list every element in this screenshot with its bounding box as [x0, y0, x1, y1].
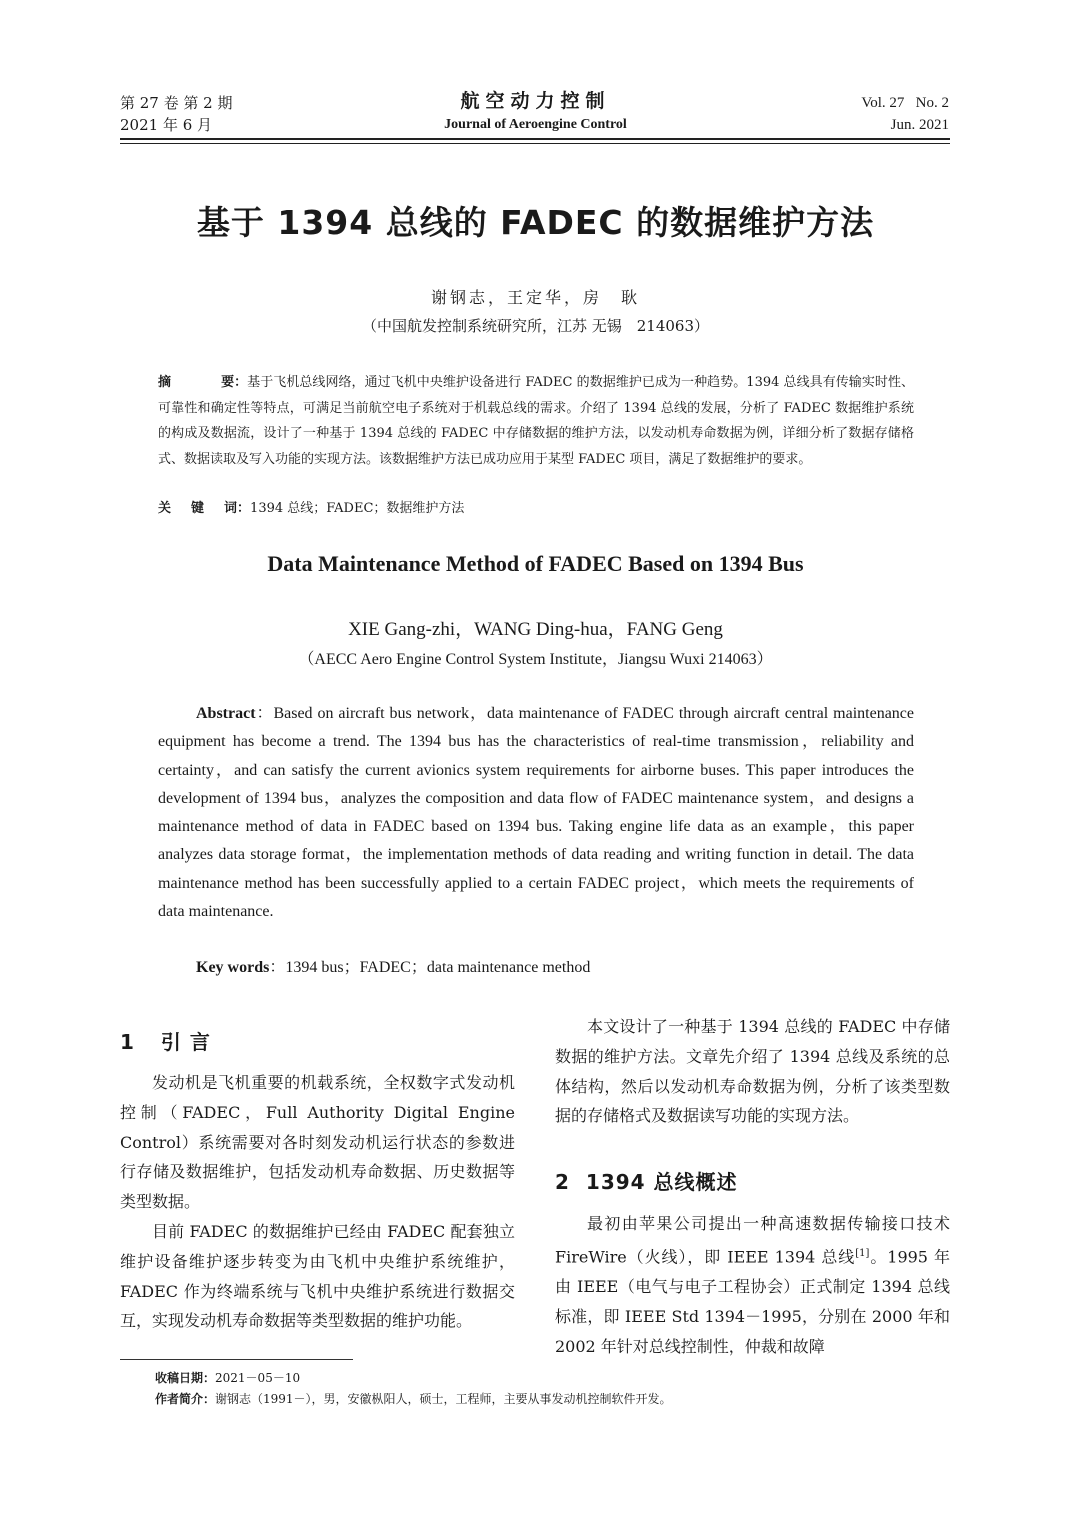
journal-header: [380, 86, 691, 133]
journal-name-en: Journal of Aeroengine Control: [444, 117, 627, 132]
section-1-heading: [120, 1026, 211, 1055]
abstract-cn-label: [158, 375, 247, 390]
keywords-en-sep: ：: [269, 959, 286, 976]
section-2-paragraph-1-a: 最初由苹果公司提出一种高速数据传输接口技术 FireWire（火线），即 IEEE 1394 总线: [555, 1214, 950, 1267]
section-1-number: 1: [120, 1030, 135, 1054]
footnote-received: [155, 1369, 955, 1388]
footnote-author: [155, 1390, 955, 1409]
abstract-cn-label-b: 要：: [221, 375, 248, 390]
citation-ref-1: [1]: [855, 1247, 870, 1259]
keywords-cn: [158, 497, 914, 516]
header-rule-thin: [120, 143, 950, 144]
section-2-heading: [555, 1166, 738, 1195]
keywords-en: [196, 954, 914, 977]
abstract-en-text: Based on aircraft bus network，data maintenance of FADEC through aircraft central maintenance equipment has become a trend. The 1394 bus has the characteristics of real-time transmission，reliability and certainty，and can satisfy the current avionics system requirements for airborne buses. This paper introduces the development of 1394 bus，analyzes the composition and data flow of FADEC maintenance system，and designs a maintenance method of data in FADEC based on 1394 bus. Taking engine life data as an example，this paper analyzes data storage format，the implementation methods of data reading and writing function in detail. The data maintenance method has been successfully applied to a certain FADEC project，which meets the requirements of data maintenance.: [158, 705, 915, 921]
header-volume-cn: 第 27 卷 第 2 期: [120, 94, 233, 112]
abstract-en: [158, 700, 914, 926]
keywords-cn-label: [158, 501, 250, 516]
footnote-author-label: 作者简介：: [155, 1392, 216, 1406]
abstract-en-sep: ：: [255, 705, 274, 722]
paper-title-en: Data Maintenance Method of FADEC Based on 1394 Bus: [267, 551, 804, 576]
affiliation-cn: （中国航发控制系统研究所，江苏 无锡 214063）: [361, 317, 710, 335]
right-column: [555, 1012, 950, 1131]
footnote-author-bio: 谢钢志（1991－），男，安徽枞阳人，硕士，工程师，主要从事发动机控制软件开发。: [215, 1392, 672, 1406]
abstract-cn-label-a: 摘: [158, 375, 172, 390]
section-1-title: 引 言: [160, 1030, 211, 1054]
section-2-number: 2: [555, 1170, 570, 1194]
header-volume-en: Vol. 27 No. 2: [861, 95, 949, 111]
keywords-cn-label-b: 键: [191, 501, 205, 516]
keywords-en-text: 1394 bus；FADEC；data maintenance method: [285, 959, 591, 976]
header-date-en: Jun. 2021: [890, 117, 949, 133]
abstract-cn: [158, 370, 914, 472]
footnote-received-label: 收稿日期：: [155, 1371, 216, 1385]
keywords-cn-label-a: 关: [158, 501, 172, 516]
keywords-cn-label-c: 词：: [224, 501, 251, 516]
affiliation-en: （AECC Aero Engine Control System Institute，Jiangsu Wuxi 214063）: [298, 651, 773, 668]
section-2-body: [555, 1209, 950, 1361]
left-column: [120, 1068, 515, 1336]
journal-name-cn: 航空动力控制: [460, 90, 611, 112]
paper-title-cn: 基于 1394 总线的 FADEC 的数据维护方法: [196, 203, 875, 242]
abstract-cn-text: 基于飞机总线网络，通过飞机中央维护设备进行 FADEC 的数据维护已成为一种趋势。1394 总线具有传输实时性、可靠性和确定性等特点，可满足当前航空电子系统对于机载总线的需求。介绍了 1394 总线的发展，分析了 FADEC 数据维护系统的构成及数据流，设计了一种基于 1394 总线的 FADEC 中存储数据的维护方法，以发动机寿命数据为例，详细分析了数据存储格式、数据读取及写入功能的实现方法。该数据维护方法已成功应用于某型 FADEC 项目，满足了数据维护的要求。: [158, 375, 914, 467]
section-2-paragraph-1-b: 。1995 年由 IEEE（电气与电子工程协会）正式制定 1394 总线标准，即 IEEE Std 1394－1995，分别在 2000 年和 2002 年针对总线控制性，仲裁和故障: [555, 1247, 950, 1356]
keywords-cn-text: 1394 总线；FADEC；数据维护方法: [250, 501, 465, 516]
keywords-en-label: Key words: [196, 959, 270, 976]
header-rule-thick: [120, 138, 950, 140]
section-1-paragraph-3: 本文设计了一种基于 1394 总线的 FADEC 中存储数据的维护方法。文章先介绍了 1394 总线及系统的总体结构，然后以发动机寿命数据为例，分析了该类型数据的存储格式及数据读写功能的实现方法。: [555, 1017, 950, 1126]
section-1-paragraph-1: 发动机是飞机重要的机载系统，全权数字式发动机控制（FADEC，Full Authority Digital Engine Control）系统需要对各时刻发动机运行状态的参数进行存储及数据维护，包括发动机寿命数据、历史数据等类型数据。: [120, 1073, 515, 1212]
authors-en: XIE Gang-zhi，WANG Ding-hua，FANG Geng: [348, 619, 723, 640]
authors-cn: 谢钢志，王定华，房 耿: [430, 288, 640, 307]
footnote-rule: [120, 1359, 353, 1360]
footnote-received-date: 2021－05－10: [215, 1371, 301, 1385]
section-1-paragraph-2: 目前 FADEC 的数据维护已经由 FADEC 配套独立维护设备维护逐步转变为由飞机中央维护系统维护，FADEC 作为终端系统与飞机中央维护系统进行数据交互，实现发动机寿命数据等类型数据的维护功能。: [120, 1221, 515, 1331]
header-volume-en-block: [861, 92, 949, 136]
section-2-paragraph-1: [555, 1209, 950, 1361]
section-2-title: 1394 总线概述: [585, 1170, 738, 1194]
header-volume-block: [120, 92, 232, 136]
abstract-en-label: Abstract: [196, 705, 256, 722]
header-date-cn: 2021 年 6 月: [120, 116, 213, 134]
